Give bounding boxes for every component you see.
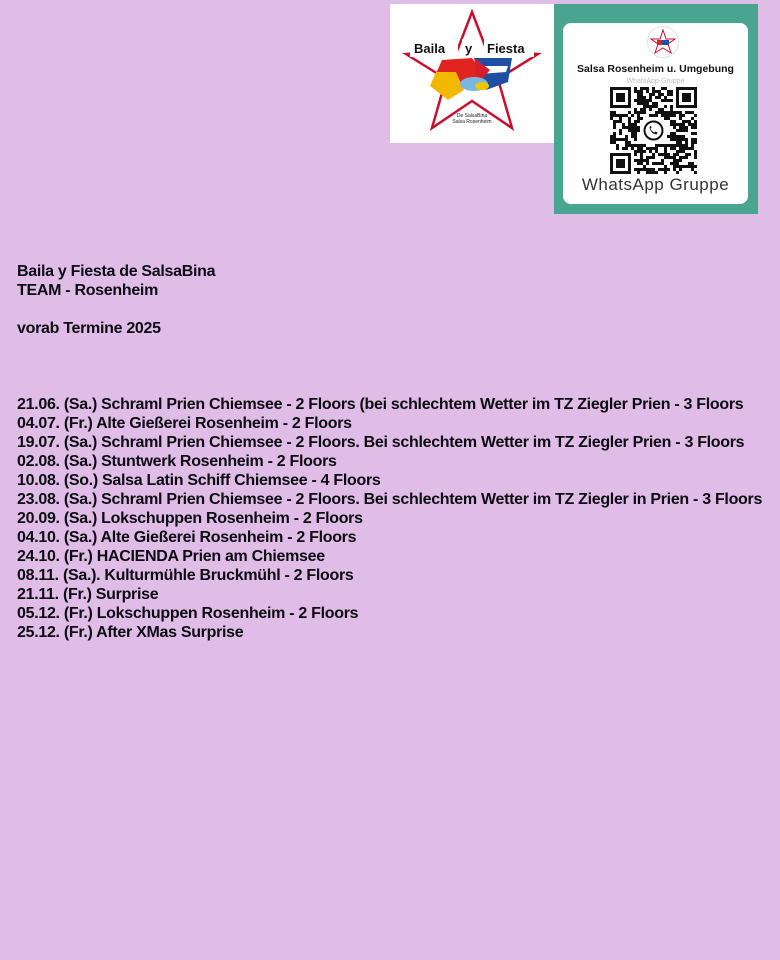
event-item: 05.12. (Fr.) Lokschuppen Rosenheim - 2 Floors [17,605,359,622]
whatsapp-footer-label: WhatsApp Gruppe [581,175,730,194]
announcement-team: TEAM - Rosenheim [17,282,158,299]
event-item: 10.08. (So.) Salsa Latin Schiff Chiemsee - 4 Floors [17,472,381,489]
event-item: 02.08. (Sa.) Stuntwerk Rosenheim - 2 Floors [17,453,337,470]
star-logo-graphic [390,4,554,143]
event-announcement [17,262,767,642]
event-list [17,395,767,642]
event-item: 19.07. (Sa.) Schraml Prien Chiemsee - 2 Floors. Bei schlechtem Wetter im TZ Ziegler Prien - 3 Floors [17,434,745,451]
logo-subline-2: Salsa Rosenheim [452,119,492,125]
logo-word-y: y [465,41,473,56]
announcement-title: Baila y Fiesta de SalsaBina [17,263,216,280]
event-item: 25.12. (Fr.) After XMas Surprise [17,624,244,641]
event-item: 23.08. (Sa.) Schraml Prien Chiemsee - 2 Floors. Bei schlechtem Wetter im TZ Ziegler in Prien - 3 Floors [17,491,763,508]
event-item: 08.11. (Sa.). Kulturmühle Bruckmühl - 2 Floors [17,567,354,584]
dates-heading: vorab Termine 2025 [17,320,161,337]
event-item: 24.10. (Fr.) HACIENDA Prien am Chiemsee [17,548,325,565]
baila-y-fiesta-logo [390,4,554,143]
whatsapp-group-card [554,4,758,214]
event-item: 20.09. (Sa.) Lokschuppen Rosenheim - 2 Floors [17,510,363,527]
qr-code[interactable] [610,87,700,180]
event-item: 04.07. (Fr.) Alte Gießerei Rosenheim - 2 Floors [17,415,352,432]
event-item: 21.06. (Sa.) Schraml Prien Chiemsee - 2 Floors (bei schlechtem Wetter im TZ Ziegler Prien - 3 Floors [17,396,744,413]
logo-subline-1: De SalsaBina [456,113,488,119]
avatar-star-icon [648,27,678,57]
group-name: Salsa Rosenheim u. Umgebung [577,63,734,75]
event-item: 21.11. (Fr.) Surprise [17,586,159,603]
event-item: 04.10. (Sa.) Alte Gießerei Rosenheim - 2 Floors [17,529,357,546]
whatsapp-card-inner [563,23,748,204]
hand-yellow-shape [475,82,489,90]
logo-word-fiesta: Fiesta [487,41,525,56]
group-subtitle: WhatsApp-Gruppe [626,78,685,85]
logo-word-baila: Baila [414,41,446,56]
group-avatar [647,26,679,58]
qr-code-icon [610,87,700,175]
